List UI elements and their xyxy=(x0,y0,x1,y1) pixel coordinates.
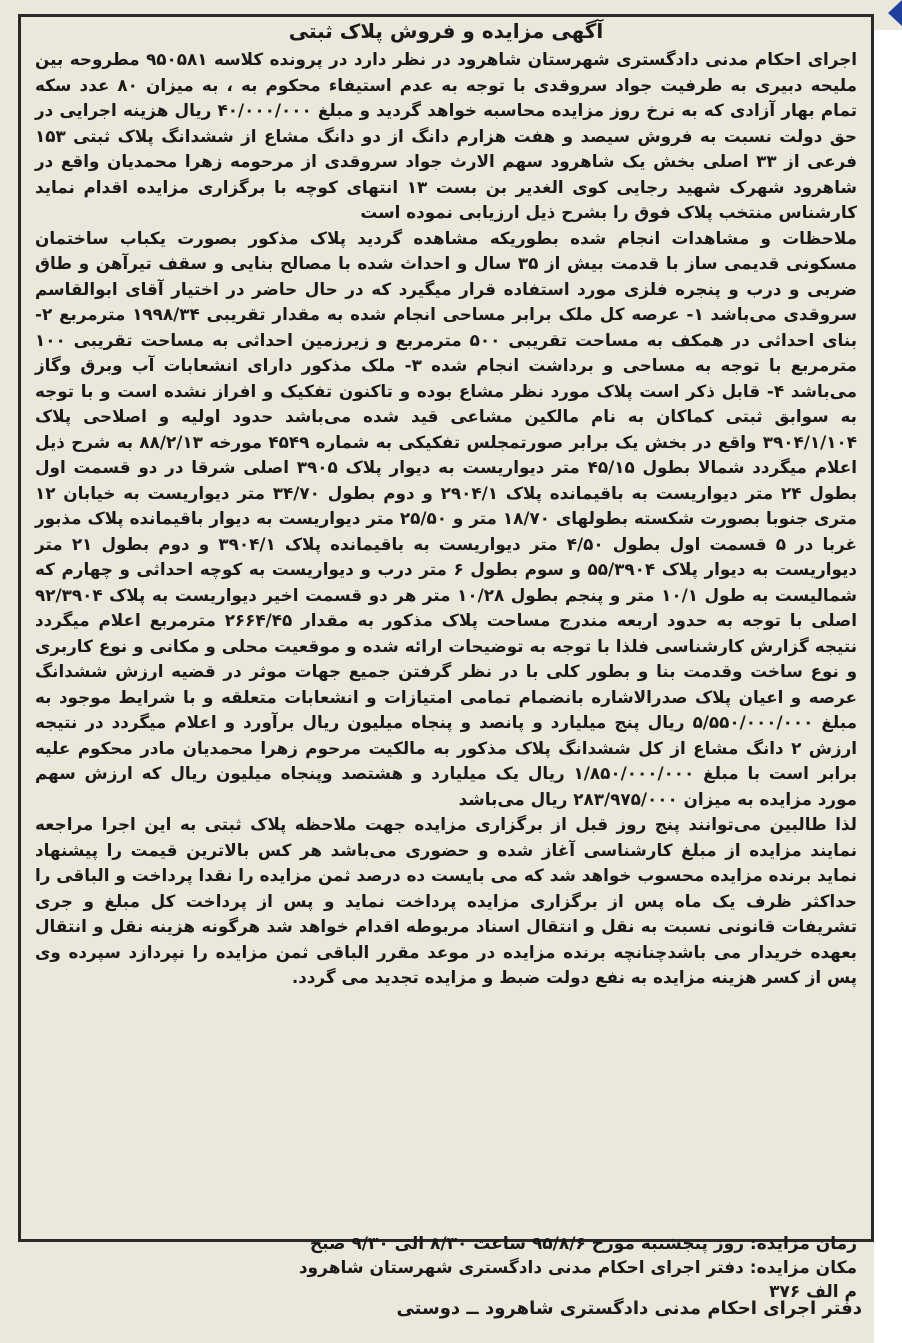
signature-line: دفتر اجرای احکام مدنی دادگستری شاهرود ــ دوستی xyxy=(396,1298,862,1319)
corner-arrow-icon xyxy=(888,0,902,26)
notice-title: آگهی مزایده و فروش پلاک ثبتی xyxy=(288,19,604,43)
notice-frame xyxy=(18,14,874,1302)
paragraph-terms: لذا طالبین می‌توانند پنج روز قبل از برگزاری مزایده جهت ملاحظه پلاک ثبتی به این اجرا مراجعه نمایند مزایده از مبلغ کارشناسی آغاز شده و حضوری می‌باشد هر کس بالاترین قیمت را پیشنهاد نماید برنده مزایده محسوب خواهد شد که می بایست ده درصد ثمن مزایده را نقدا پرداخت و الباقی را حداکثر ظرف یک ماه پس از برگزاری مزایده پرداخت نماید و پس از پرداخت کل مبلغ و جری تشریفات قانونی نسبت به نقل و انتقال اسناد مربوطه اقدام خواهد شد هرگونه هزینه نقل و انتقال بعهده خریدار می باشدچنانچه برنده مزایده در موعد مقرر الباقی ثمن مزایده را نپردازد سپرده وی پس از کسر هزینه مزایده به نفع دولت ضبط و مزایده تجدید می گردد. xyxy=(35,814,857,987)
page-margin xyxy=(874,30,902,1343)
auction-time: زمان مزایده: روز پنجشنبه مورخ ۹۵/۸/۶ ساعت ۸/۳۰ الی ۹/۳۰ صبح xyxy=(309,1234,857,1254)
notice-body xyxy=(35,47,857,991)
paragraph-assessment: ملاحظات و مشاهدات انجام شده بطوریکه مشاهده گردید پلاک مذکور بصورت یکباب ساختمان مسکونی قدیمی ساز با قدمت بیش از ۳۵ سال و احداث شده با مصالح بنایی و سقف تیرآهن و طاق ضربی و درب و پنجره فلزی مورد استفاده قرار میگیرد که در حال حاضر در اختیار آقای ابوالقاسم سروقدی می‌باشد ۱- عرصه کل ملک برابر مساحی انجام شده به مقدار تقریبی ۱۹۹۸/۳۴ مترمربع ۲- بنای احداثی در همکف به مساحت تقریبی ۵۰۰ مترمربع و زیرزمین احداثی به مساحت تقریبی ۱۰۰ مترمربع با توجه به مساحی و برداشت انجام شده ۳- ملک مذکور دارای انشعابات آب وبرق وگاز می‌باشد ۴- قابل ذکر است پلاک مورد نظر مشاع بوده و تاکنون تفکیک و افراز نشده است و با توجه به سوابق ثبتی کماکان به نام مالکین مشاعی قید شده می‌باشد حدود اولیه و اصلاحی پلاک ۳۹۰۴/۱/۱۰۴ واقع در بخش یک برابر صورتمجلس تفکیکی به شماره ۴۵۴۹ مورخه ۸۸/۲/۱۳ به شرح ذیل اعلام میگردد شمالا بطول ۴۵/۱۵ متر دیواریست به دیوار پلاک ۳۹۰۵ اصلی شرقا در دو قسمت اول بطول ۲۴ متر دیواریست به باقیمانده پلاک ۲۹۰۴/۱ و دوم بطول ۳۴/۷۰ متر دیواریست به خیابان ۱۲ متری جنوبا بصورت شکسته بطولهای ۱۸/۷۰ متر و ۲۵/۵۰ متر دیواریست به دیوار باقیمانده پلاک مذبور غربا در ۵ قسمت اول بطول ۴/۵۰ متر دیواریست به باقیمانده پلاک ۳۹۰۴/۱ و دوم بطول ۲۱ متر دیواریست به دیوار پلاک ۵۵/۳۹۰۴ و سوم بطول ۶ متر درب و دیواریست به کوچه احداثی و چهارم که شمالیست به طول ۱۰/۱ متر و پنجم بطول ۱۰/۲۸ متر هر دو قسمت اخیر دیواریست به پلاک ۹۲/۳۹۰۴ اصلی با توجه به حدود اربعه مندرج مساحت پلاک مذکور به مقدار ۲۶۶۴/۴۵ مترمربع اعلام میگردد نتیجه گزارش کارشناسی فلذا با توجه به توضیحات ارائه شده و موقعیت محلی و مکانی و نوع کاربری و نوع ساخت وقدمت بنا و بطور کلی با در نظر گرفتن جمیع جهات موثر در قضیه ارزش ششدانگ عرصه و اعیان پلاک صدرالاشاره بانضمام تمامی امتیازات و انشعابات متعلقه و با شرایط موجود به مبلغ ۵/۵۵۰/۰۰۰/۰۰۰ ریال پنج میلیارد و پانصد و پنجاه میلیون ریال برآورد و اعلام میگردد در نتیجه ارزش ۲ دانگ مشاع از کل ششدانگ پلاک مذکور به مالکیت مرحوم زهرا محمدیان مادر محکوم علیه برابر است با مبلغ ۱/۸۵۰/۰۰۰/۰۰۰ ریال یک میلیارد و هشتصد وپنجاه میلیون ریال که ارزش سهم مورد مزایده به میزان ۲۸۳/۹۷۵/۰۰۰ ریال می‌باشد xyxy=(35,227,858,809)
paragraph-intro: اجرای احکام مدنی دادگستری شهرستان شاهرود در نظر دارد در پرونده کلاسه ۹۵۰۵۸۱ مطروحه بین ملیحه دبیری به طرفیت جواد سروقدی با توجه به عدم استیفاء محکوم به ، به میزان ۸۰ عدد سکه تمام بهار آزادی که به نرخ روز مزایده محاسبه خواهد گردید و مبلغ ۴۰/۰۰۰/۰۰۰ ریال هزینه اجرایی در حق دولت نسبت به فروش سیصد و هفت هزارم دانگ از دو دانگ مشاع از ششدانگ پلاک ثبتی ۱۵۳ فرعی از ۳۳ اصلی بخش یک شاهرود سهم الارث جواد سروقدی از مرحومه زهرا محمدیان واقع در شاهرود شهرک شهید رجایی کوی الغدیر بن بست ۱۳ انتهای کوچه با برگزاری مزایده اقدام نماید کارشناس منتخب پلاک فوق را بشرح ذیل ارزیابی نموده است xyxy=(35,49,857,222)
reference-code: م الف ۳۷۶ xyxy=(769,1282,857,1302)
auction-details xyxy=(35,1232,857,1304)
auction-place: مکان مزایده: دفتر اجرای احکام مدنی دادگستری شهرستان شاهرود xyxy=(298,1258,857,1278)
